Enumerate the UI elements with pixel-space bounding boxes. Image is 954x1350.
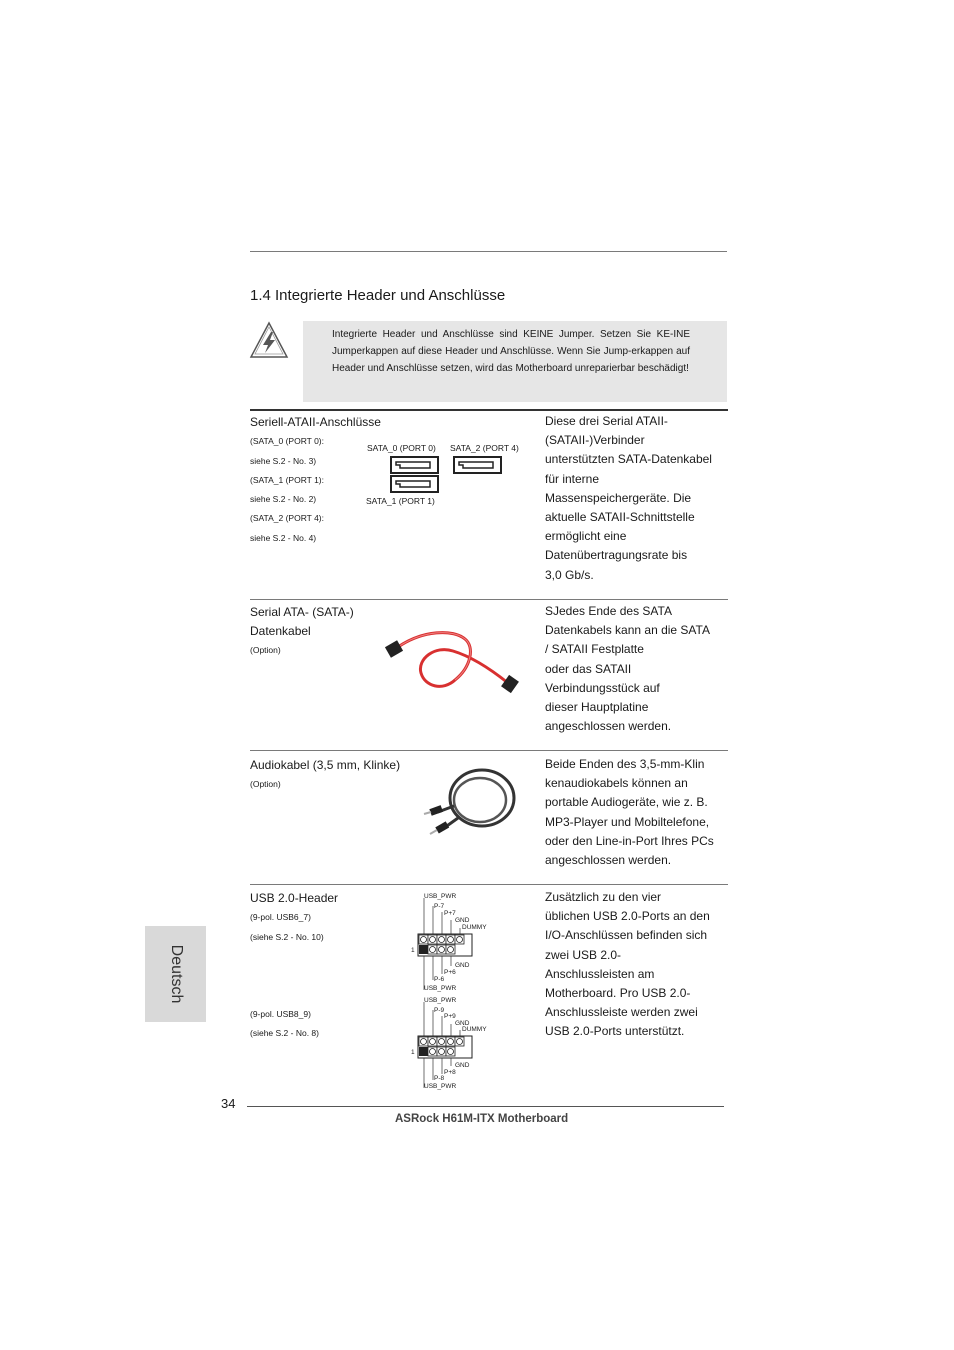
- usb1-pin-p3: P+6: [444, 969, 456, 976]
- sata-label-port1: SATA_1 (PORT 1): [366, 496, 435, 506]
- usb-ref1-line2: (siehe S.2 - No. 10): [250, 932, 324, 942]
- usb1-pin-p4: P-6: [434, 976, 445, 983]
- usb2-pin-bottom: USB_PWR: [424, 1083, 457, 1090]
- section-rule-usb: [250, 884, 728, 885]
- sata-ref-5: siehe S.2 - No. 4): [250, 533, 317, 543]
- section-rule-sata: [250, 409, 728, 411]
- warning-text: Integrierte Header und Anschlüsse sind KEINE Jumper. Setzen Sie KE-INE Jumperkappen auf diese Header und Anschlüsse. Wenn Sie Jump-erkappen auf Header und Anschlüsse setzen, wird das Motherboard unreparierbar beschädigt!: [332, 329, 690, 374]
- sata-connector-diagram: [390, 456, 530, 494]
- usb2-pin-1: 1: [411, 1049, 415, 1056]
- section-rule-sata-cable: [250, 599, 728, 600]
- page-number: 34: [221, 1096, 236, 1111]
- usb-ref1-line1: (9-pol. USB6_7): [250, 912, 311, 922]
- sata-label-port0: SATA_0 (PORT 0): [367, 443, 436, 453]
- usb2-pin-p4: P-8: [434, 1075, 445, 1082]
- sata-cable-image: [383, 625, 523, 700]
- usb1-pin-top: USB_PWR: [424, 893, 457, 900]
- audio-cable-option: (Option): [250, 779, 281, 789]
- sata-ref-3: siehe S.2 - No. 2): [250, 494, 317, 504]
- usb-description: Zusätzlich zu den vier üblichen USB 2.0-Ports an den I/O-Anschlüssen befinden sich zwei USB 2.0- Anschlussleisten am Motherboard. Pro USB 2.0- Anschlussleiste werden zwei USB 2.0-Ports unterstützt.: [545, 890, 710, 1039]
- sata-label-port4: SATA_2 (PORT 4): [450, 443, 519, 453]
- sata-ref-2: (SATA_1 (PORT 1):: [250, 475, 325, 485]
- side-tab-label: Deutsch: [167, 944, 185, 1004]
- audio-cable-image: [420, 762, 520, 842]
- usb-header-2: [408, 996, 518, 1092]
- sata-ref-4: (SATA_2 (PORT 4):: [250, 513, 325, 523]
- usb2-pin-p2: P+9: [444, 1013, 456, 1020]
- section-title: 1.4 Integrierte Header und Anschlüsse: [250, 287, 506, 304]
- usb1-pin-dummy: DUMMY: [462, 924, 487, 931]
- sata-cable-title-2: Datenkabel: [250, 624, 311, 638]
- usb1-pin-p2: P+7: [444, 910, 456, 917]
- usb2-pin-dummy: DUMMY: [462, 1026, 487, 1033]
- audio-cable-description: Beide Enden des 3,5-mm-Klin kenaudiokabels können an portable Audiogeräte, wie z. B. MP3-Player und Mobiltelefone, oder den Line-in-Port Ihres PCs angeschlossen werden.: [545, 757, 714, 868]
- usb2-pin-p3: P+8: [444, 1069, 456, 1076]
- sata-ref-0: (SATA_0 (PORT 0):: [250, 436, 325, 446]
- usb2-pin-gnd: GND: [455, 1020, 470, 1027]
- footer-text: ASRock H61M-ITX Motherboard: [395, 1113, 569, 1125]
- usb-ref2-line1: (9-pol. USB8_9): [250, 1009, 311, 1019]
- usb-header-1: [408, 892, 518, 996]
- usb1-pin-gnd: GND: [455, 917, 470, 924]
- sata-ref-1: siehe S.2 - No. 3): [250, 456, 317, 466]
- language-side-tab: [145, 926, 206, 1022]
- usb1-pin-gnd2: GND: [455, 962, 470, 969]
- top-rule: [250, 251, 727, 252]
- sata-cable-title-1: Serial ATA- (SATA-): [250, 605, 354, 619]
- warning-triangle-icon: [248, 320, 290, 360]
- footer-rule: [247, 1106, 724, 1107]
- audio-cable-title: Audiokabel (3,5 mm, Klinke): [250, 758, 401, 772]
- usb-title: USB 2.0-Header: [250, 891, 339, 905]
- sata-cable-description: SJedes Ende des SATA Datenkabels kann an die SATA / SATAII Festplatte oder das SATAII Verbindungsstück auf dieser Hauptplatine angeschlossen werden.: [545, 604, 710, 734]
- usb2-pin-gnd2: GND: [455, 1062, 470, 1069]
- usb1-pin-bottom: USB_PWR: [424, 985, 457, 992]
- section-rule-audio: [250, 750, 728, 751]
- usb1-pin-1: 1: [411, 947, 415, 954]
- usb2-pin-p1: P-9: [434, 1007, 445, 1014]
- usb1-pin-p1: P-7: [434, 903, 445, 910]
- sata-description: Diese drei Serial ATAII- (SATAII-)Verbinder unterstützten SATA-Datenkabel für interne Massenspeichergeräte. Die aktuelle SATAII-Schnittstelle ermöglicht eine Datenübertragungsrate bis 3,0 Gb/s.: [545, 414, 712, 582]
- usb-ref2-line2: (siehe S.2 - No. 8): [250, 1028, 319, 1038]
- usb2-pin-top: USB_PWR: [424, 997, 457, 1004]
- warning-box: [303, 321, 727, 402]
- sata-title: Seriell-ATAII-Anschlüsse: [250, 415, 381, 429]
- sata-cable-option: (Option): [250, 645, 281, 655]
